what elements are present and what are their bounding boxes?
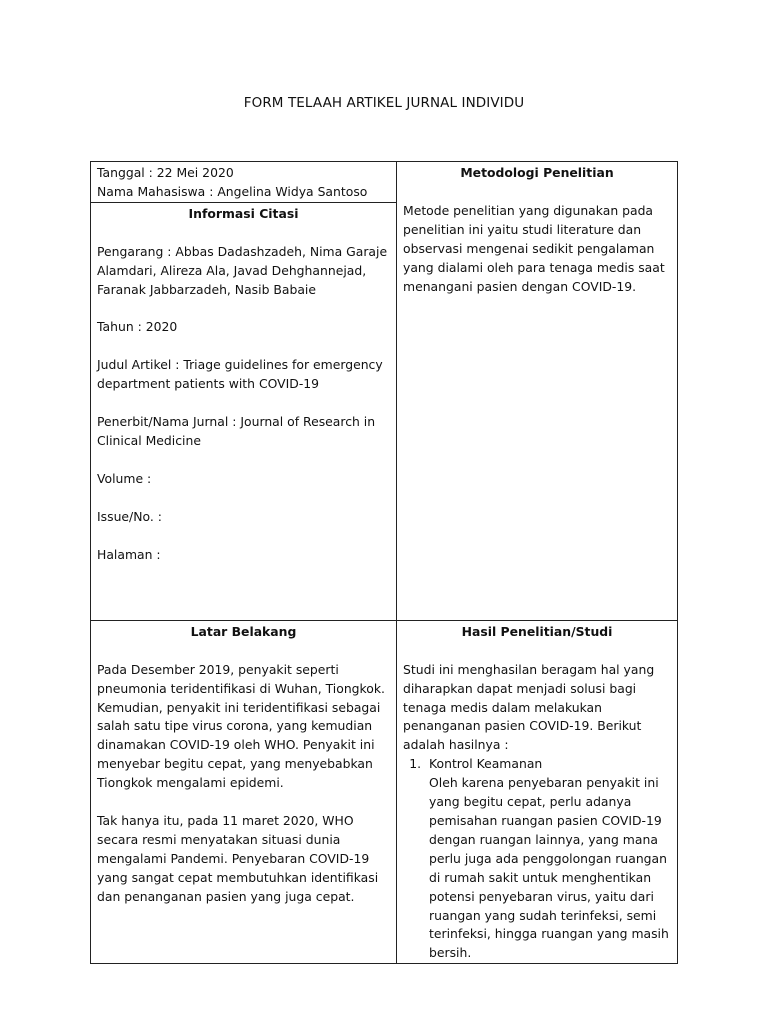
volume-field: Volume : (97, 470, 152, 486)
background-paragraph-2: Tak hanya itu, pada 11 maret 2020, WHO secara resmi menyatakan situasi dunia mengalami Pandemi. Penyebaran COVID-19 yang sangat cepat membutuhkan identifikasi dan penanganan pasien yang juga cepat. (97, 813, 379, 904)
issue-field: Issue/No. : (97, 508, 162, 524)
background-heading: Latar Belakang (190, 623, 297, 639)
result-item-body: Oleh karena penyebaran penyakit ini yang begitu cepat, perlu adanya pemisahan ruangan pasien COVID-19 dengan ruangan lainnya, yang mana perlu juga ada penggolongan ruangan di rumah sakit untuk menghentikan potensi penyebaran virus, yaitu dari ruangan yang sudah terinfeksi, semi terinfeksi, hingga ruangan yang masih bersih. (429, 775, 669, 961)
methodology-text: Metode penelitian yang digunakan pada penelitian ini yaitu studi literature dan observasi mengenai sedikit pengalaman yang dialami oleh para tenaga medis saat menangani pasien dengan COVID-19. (403, 202, 665, 294)
background-paragraph-1: Pada Desember 2019, penyakit seperti pneumonia teridentifikasi di Wuhan, Tiongkok. Kemudian, penyakit ini teridentifikasi sebagai salah satu tipe virus corona, yang kemudian dinamakan COVID-19 oleh WHO. Penyakit ini menyebar begitu cepat, yang menyebabkan Tiongkok mengalami epidemi. (97, 661, 385, 791)
header-row (91, 162, 678, 203)
document-title: FORM TELAAH ARTIKEL JURNAL INDIVIDU (243, 95, 525, 111)
citation-cell (91, 202, 397, 620)
article-title-field: Judul Artikel : Triage guidelines for emergency department patients with COVID-19 (97, 357, 383, 392)
background-cell (91, 620, 397, 963)
review-form-table (90, 161, 678, 964)
pages-field: Halaman : (97, 546, 161, 562)
results-heading: Hasil Penelitian/Studi (461, 623, 613, 639)
results-list (403, 755, 671, 963)
student-name-field: Nama Mahasiswa : Angelina Widya Santoso (97, 183, 368, 199)
year-field: Tahun : 2020 (97, 319, 178, 335)
results-cell (397, 620, 678, 963)
content-row (91, 620, 678, 963)
methodology-heading: Metodologi Penelitian (460, 165, 614, 180)
methodology-cell (397, 162, 678, 621)
date-field: Tanggal : 22 Mei 2020 (97, 165, 234, 180)
citation-heading: Informasi Citasi (188, 205, 299, 221)
authors-field: Pengarang : Abbas Dadashzadeh, Nima Garaje Alamdari, Alireza Ala, Javad Dehghannejad, Faranak Jabbarzadeh, Nasib Babaie (97, 243, 388, 297)
student-info-cell (91, 162, 397, 203)
result-item-title: 1. Kontrol Keamanan (429, 756, 543, 772)
results-intro: Studi ini menghasilan beragam hal yang diharapkan dapat menjadi solusi bagi tenaga medis dalam melakukan penanganan pasien COVID-19. Berikut adalah hasilnya : (403, 661, 655, 753)
publisher-field: Penerbit/Nama Jurnal : Journal of Research in Clinical Medicine (97, 414, 376, 449)
list-item (425, 755, 671, 963)
